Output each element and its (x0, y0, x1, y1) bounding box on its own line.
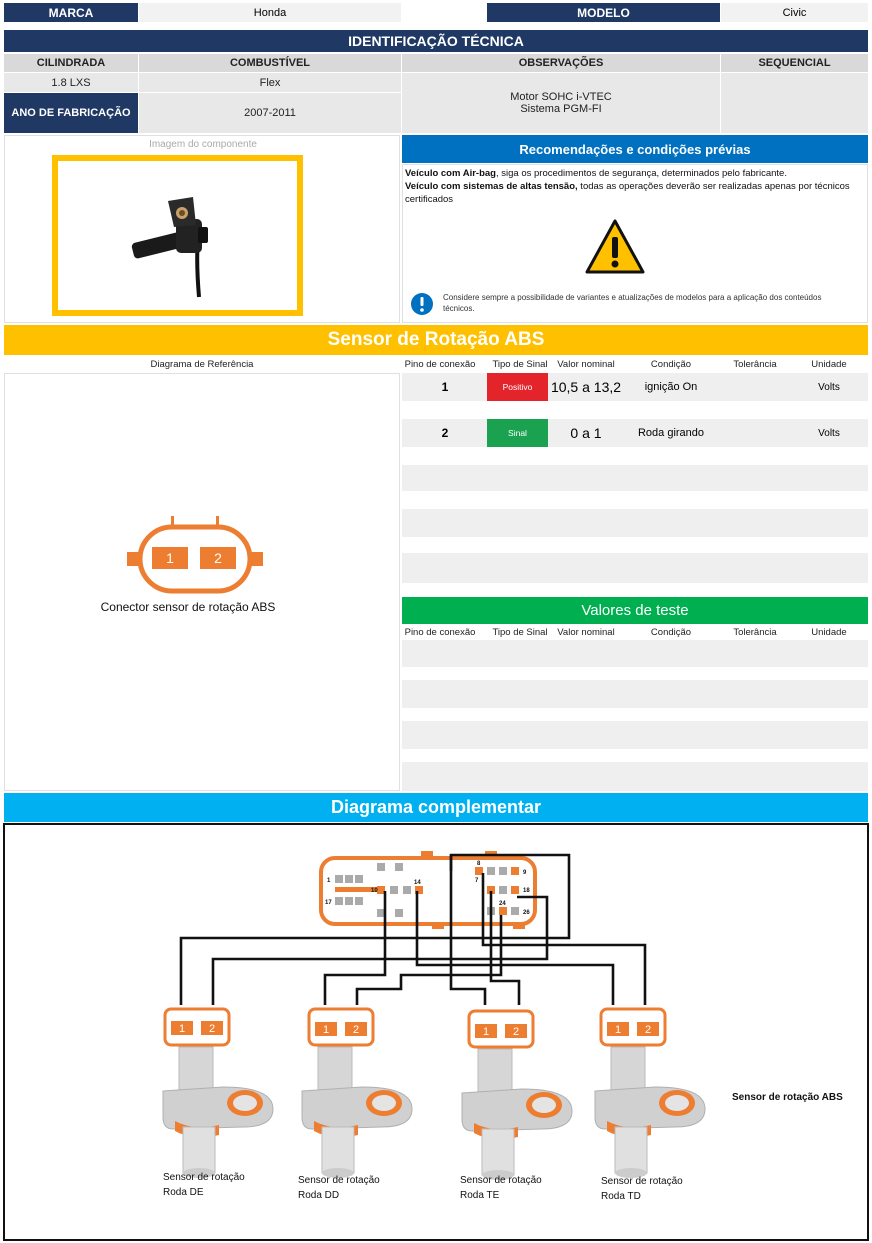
table-row-empty (402, 509, 868, 537)
recomendacoes-title: Recomendações e condições prévias (402, 135, 868, 163)
sensor-label-line1: Sensor de rotação (163, 1172, 245, 1183)
combustivel-label: COMBUSTÍVEL (139, 54, 401, 72)
ecu-pin-label: 1 (327, 878, 331, 884)
row-condicao: Roda girando (637, 427, 705, 439)
abs-sensor-photo (58, 161, 297, 310)
airbag-text: , siga os procedimentos de segurança, determinados pelo fabricante. (495, 168, 787, 179)
ecu-pin-label: 17 (325, 900, 332, 906)
connector-diagram (123, 514, 269, 602)
ecu-pin-label: 7 (475, 878, 479, 884)
sensor-pin-2: 2 (208, 1023, 216, 1035)
sensor-title: Sensor de Rotação ABS (4, 325, 868, 355)
ecu-pin-label: 9 (523, 870, 527, 876)
ecu-pin-label: 26 (523, 910, 530, 916)
ecu-pin-label: 10 (371, 888, 378, 894)
observacoes-value (402, 73, 720, 133)
row-tipo-badge: Positivo (487, 373, 548, 401)
sequencial-label: SEQUENCIAL (721, 54, 868, 72)
sensor-pin-1: 1 (482, 1026, 490, 1038)
sensor-pin-2: 2 (352, 1024, 360, 1036)
ecu-pin-label: 8 (477, 861, 481, 867)
sensor-label-de (163, 1170, 245, 1200)
sensor-label-line1: Sensor de rotação (460, 1175, 542, 1186)
connector-pin-1: 1 (166, 550, 174, 566)
table-row (402, 419, 868, 447)
combustivel-value: Flex (139, 73, 401, 92)
marca-value: Honda (139, 3, 401, 22)
component-image-caption: Imagem do componente (149, 138, 257, 150)
recomendacoes-panel (402, 164, 868, 323)
marca-label: MARCA (4, 3, 138, 22)
ecu-pin-label: 18 (523, 888, 530, 894)
th-pino: Pino de conexão (404, 626, 476, 638)
valores-row-empty (402, 680, 868, 708)
row-valor: 10,5 a 13,2 (550, 379, 622, 395)
th-tipo: Tipo de Sinal (492, 358, 548, 370)
th-tolerancia: Tolerância (733, 626, 777, 638)
component-image-frame (52, 155, 303, 316)
sequencial-value (721, 73, 868, 133)
sensor-connectors (165, 1009, 665, 1047)
valores-row-empty (402, 762, 868, 791)
th-unidade: Unidade (811, 358, 847, 370)
airbag-bold: Veículo com Air-bag (405, 168, 496, 179)
valores-row-empty (402, 640, 868, 667)
connector-caption: Conector sensor de rotação ABS (100, 600, 276, 614)
warning-icon (584, 218, 646, 276)
sensor-label-te (460, 1173, 542, 1203)
modelo-label: MODELO (487, 3, 720, 22)
table-row-empty (402, 553, 868, 583)
recomendacoes-text (405, 167, 865, 206)
sensor-label-td (601, 1174, 683, 1204)
sensor-label-dd (298, 1173, 380, 1203)
info-text: Considere sempre a possibilidade de variantes e atualizações de modelos para a aplicação dos conteúdos técnicos. (443, 293, 822, 313)
sensor-pin-2: 2 (644, 1024, 652, 1036)
tensao-bold: Veículo com sistemas de altas tensão, (405, 181, 578, 192)
table-row-empty (402, 465, 868, 491)
observacoes-line-2: Sistema PGM-FI (520, 103, 602, 115)
sensor-pin-1: 1 (322, 1024, 330, 1036)
sensor-label-line2: Roda DD (298, 1190, 340, 1201)
sensor-legend: Sensor de rotação ABS (732, 1092, 843, 1103)
row-pino: 2 (441, 426, 449, 440)
sensor-label-line1: Sensor de rotação (298, 1175, 380, 1186)
ecu-pin-label: 24 (499, 901, 506, 907)
sensor-table-header (402, 356, 868, 372)
th-condicao: Condição (650, 626, 692, 638)
identificacao-title: IDENTIFICAÇÃO TÉCNICA (4, 30, 868, 52)
sensor-label-line1: Sensor de rotação (601, 1176, 683, 1187)
abs-sensor-photo (302, 1047, 412, 1178)
observacoes-line-1: Motor SOHC i-VTEC (510, 91, 612, 103)
th-tolerancia: Tolerância (733, 358, 777, 370)
abs-sensor-photo (595, 1047, 705, 1178)
connector-pin-2: 2 (214, 550, 222, 566)
sensor-label-line2: Roda DE (163, 1187, 204, 1198)
valores-teste-title: Valores de teste (402, 597, 868, 624)
modelo-value: Civic (721, 3, 868, 22)
info-icon (410, 292, 434, 316)
th-valor: Valor nominal (557, 626, 615, 638)
complementar-panel (3, 823, 869, 1241)
th-valor: Valor nominal (557, 358, 615, 370)
valores-table-header (402, 624, 868, 640)
row-unidade: Volts (818, 381, 840, 393)
abs-sensor-photo (163, 1047, 273, 1178)
sensor-pin-1: 1 (614, 1024, 622, 1036)
valores-row-empty (402, 721, 868, 749)
row-valor: 0 a 1 (570, 425, 602, 441)
observacoes-label: OBSERVAÇÕES (402, 54, 720, 72)
sensor-label-line2: Roda TE (460, 1190, 500, 1201)
ecu-connector (321, 851, 535, 929)
complementar-title: Diagrama complementar (4, 793, 868, 822)
tensao-text: todas as operações deverão ser realizadas apenas por técnicos certificados (405, 181, 850, 205)
row-pino: 1 (441, 380, 449, 394)
sensor-pin-2: 2 (512, 1026, 520, 1038)
cilindrada-label: CILINDRADA (4, 54, 138, 72)
th-unidade: Unidade (811, 626, 847, 638)
abs-sensor-photo (462, 1049, 572, 1180)
component-image-panel (4, 135, 400, 323)
th-pino: Pino de conexão (404, 358, 476, 370)
cilindrada-value: 1.8 LXS (4, 73, 138, 92)
wiring-diagram (5, 825, 867, 1239)
row-tipo-badge: Sinal (487, 419, 548, 447)
diagrama-referencia-panel (4, 373, 400, 791)
th-tipo: Tipo de Sinal (492, 626, 548, 638)
ano-value: 2007-2011 (139, 93, 401, 133)
row-unidade: Volts (818, 427, 840, 439)
ano-label: ANO DE FABRICAÇÃO (4, 93, 138, 133)
sensor-table-body (402, 373, 868, 595)
ecu-pin-label: 14 (414, 880, 421, 886)
table-row (402, 373, 868, 401)
row-condicao: ignição On (644, 381, 698, 393)
sensor-pin-1: 1 (178, 1023, 186, 1035)
diagrama-referencia-header: Diagrama de Referência (150, 358, 254, 370)
th-condicao: Condição (650, 358, 692, 370)
sensor-label-line2: Roda TD (601, 1191, 641, 1202)
